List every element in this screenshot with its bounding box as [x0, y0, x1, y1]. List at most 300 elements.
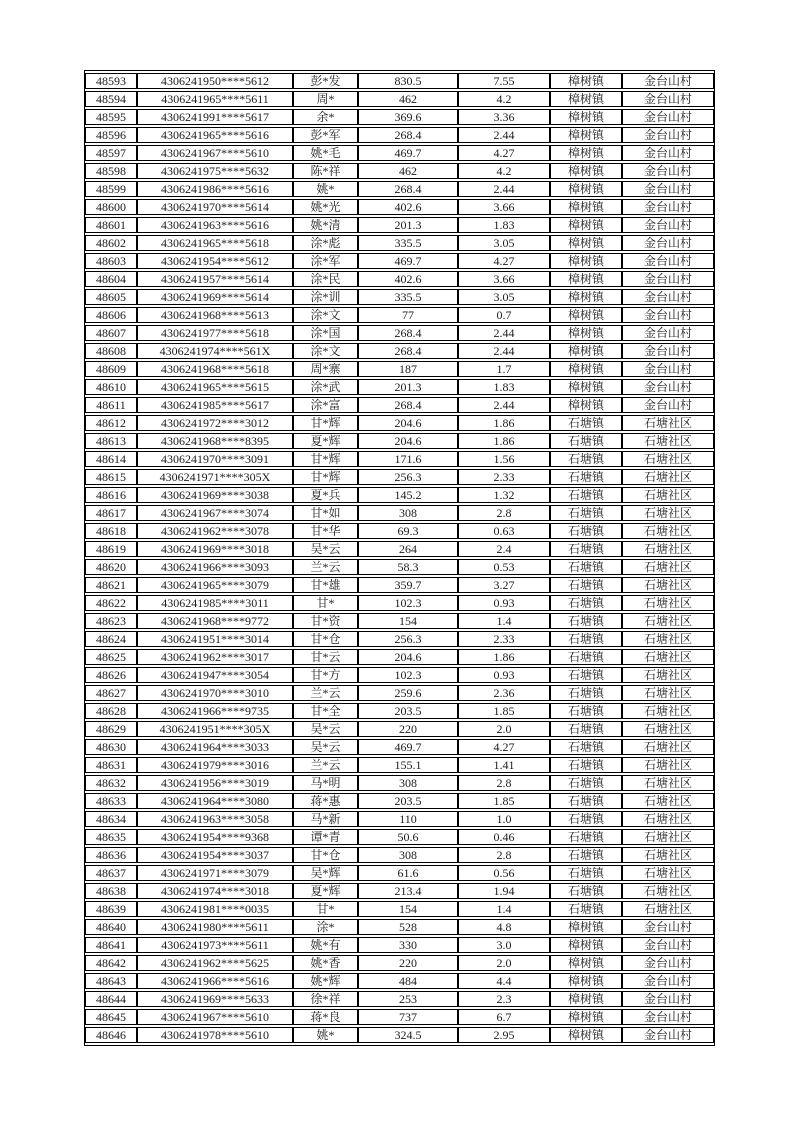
- id-number-cell: 4306241947****3054: [137, 667, 293, 683]
- table-row: [85, 739, 714, 755]
- amount-cell: 268.4: [358, 397, 458, 413]
- table-row: [85, 703, 714, 719]
- area-cell: 2.3: [458, 991, 550, 1007]
- area-cell: 3.66: [458, 199, 550, 215]
- area-cell: 4.27: [458, 739, 550, 755]
- name-cell: 姚*香: [293, 955, 358, 971]
- town-cell: 樟树镇: [550, 919, 622, 935]
- town-cell: 樟树镇: [550, 271, 622, 287]
- village-cell: 石塘社区: [622, 829, 714, 845]
- town-cell: 樟树镇: [550, 91, 622, 107]
- serial-number-cell: 48634: [85, 811, 137, 827]
- serial-number-cell: 48628: [85, 703, 137, 719]
- area-cell: 2.0: [458, 721, 550, 737]
- id-number-cell: 4306241954****9368: [137, 829, 293, 845]
- town-cell: 石塘镇: [550, 649, 622, 665]
- village-cell: 金台山村: [622, 955, 714, 971]
- records-table: [84, 70, 715, 1046]
- id-number-cell: 4306241956****3019: [137, 775, 293, 791]
- area-cell: 2.44: [458, 181, 550, 197]
- area-cell: 0.93: [458, 667, 550, 683]
- id-number-cell: 4306241977****5618: [137, 325, 293, 341]
- name-cell: 蒋*良: [293, 1009, 358, 1025]
- area-cell: 4.2: [458, 163, 550, 179]
- id-number-cell: 4306241968****5613: [137, 307, 293, 323]
- amount-cell: 268.4: [358, 181, 458, 197]
- town-cell: 石塘镇: [550, 667, 622, 683]
- town-cell: 石塘镇: [550, 559, 622, 575]
- amount-cell: 335.5: [358, 235, 458, 251]
- id-number-cell: 4306241980****5611: [137, 919, 293, 935]
- serial-number-cell: 48611: [85, 397, 137, 413]
- table-row: [85, 901, 714, 917]
- table-row: [85, 1027, 714, 1043]
- name-cell: 甘*辉: [293, 415, 358, 431]
- area-cell: 3.05: [458, 289, 550, 305]
- serial-number-cell: 48635: [85, 829, 137, 845]
- amount-cell: 110: [358, 811, 458, 827]
- town-cell: 石塘镇: [550, 469, 622, 485]
- village-cell: 石塘社区: [622, 523, 714, 539]
- table-row: [85, 847, 714, 863]
- village-cell: 石塘社区: [622, 703, 714, 719]
- serial-number-cell: 48608: [85, 343, 137, 359]
- serial-number-cell: 48641: [85, 937, 137, 953]
- table-row: [85, 415, 714, 431]
- id-number-cell: 4306241950****5612: [137, 73, 293, 89]
- serial-number-cell: 48615: [85, 469, 137, 485]
- serial-number-cell: 48631: [85, 757, 137, 773]
- area-cell: 2.44: [458, 127, 550, 143]
- amount-cell: 204.6: [358, 415, 458, 431]
- amount-cell: 187: [358, 361, 458, 377]
- area-cell: 1.83: [458, 379, 550, 395]
- id-number-cell: 4306241986****5616: [137, 181, 293, 197]
- serial-number-cell: 48609: [85, 361, 137, 377]
- id-number-cell: 4306241964****3033: [137, 739, 293, 755]
- table-row: [85, 379, 714, 395]
- name-cell: 夏*辉: [293, 883, 358, 899]
- serial-number-cell: 48594: [85, 91, 137, 107]
- name-cell: 涂*民: [293, 271, 358, 287]
- town-cell: 樟树镇: [550, 379, 622, 395]
- area-cell: 0.46: [458, 829, 550, 845]
- town-cell: 石塘镇: [550, 577, 622, 593]
- amount-cell: 58.3: [358, 559, 458, 575]
- area-cell: 1.94: [458, 883, 550, 899]
- name-cell: 姚*有: [293, 937, 358, 953]
- village-cell: 石塘社区: [622, 433, 714, 449]
- serial-number-cell: 48633: [85, 793, 137, 809]
- name-cell: 陈*祥: [293, 163, 358, 179]
- town-cell: 石塘镇: [550, 703, 622, 719]
- table-row: [85, 181, 714, 197]
- town-cell: 樟树镇: [550, 361, 622, 377]
- area-cell: 2.0: [458, 955, 550, 971]
- amount-cell: 171.6: [358, 451, 458, 467]
- id-number-cell: 4306241962****3078: [137, 523, 293, 539]
- village-cell: 金台山村: [622, 919, 714, 935]
- table-row: [85, 217, 714, 233]
- id-number-cell: 4306241965****5611: [137, 91, 293, 107]
- amount-cell: 50.6: [358, 829, 458, 845]
- table-row: [85, 865, 714, 881]
- town-cell: 樟树镇: [550, 199, 622, 215]
- table-row: [85, 433, 714, 449]
- serial-number-cell: 48620: [85, 559, 137, 575]
- serial-number-cell: 48625: [85, 649, 137, 665]
- table-row: [85, 361, 714, 377]
- village-cell: 金台山村: [622, 361, 714, 377]
- table-row: [85, 919, 714, 935]
- town-cell: 石塘镇: [550, 433, 622, 449]
- area-cell: 2.44: [458, 397, 550, 413]
- table-row: [85, 667, 714, 683]
- village-cell: 石塘社区: [622, 739, 714, 755]
- name-cell: 甘*云: [293, 649, 358, 665]
- name-cell: 兰*云: [293, 559, 358, 575]
- amount-cell: 268.4: [358, 325, 458, 341]
- id-number-cell: 4306241969****5633: [137, 991, 293, 1007]
- serial-number-cell: 48644: [85, 991, 137, 1007]
- serial-number-cell: 48624: [85, 631, 137, 647]
- serial-number-cell: 48626: [85, 667, 137, 683]
- serial-number-cell: 48603: [85, 253, 137, 269]
- id-number-cell: 4306241967****3074: [137, 505, 293, 521]
- serial-number-cell: 48623: [85, 613, 137, 629]
- name-cell: 吴*云: [293, 721, 358, 737]
- village-cell: 石塘社区: [622, 469, 714, 485]
- serial-number-cell: 48632: [85, 775, 137, 791]
- town-cell: 石塘镇: [550, 757, 622, 773]
- town-cell: 樟树镇: [550, 235, 622, 251]
- id-number-cell: 4306241965****3079: [137, 577, 293, 593]
- village-cell: 金台山村: [622, 973, 714, 989]
- id-number-cell: 4306241975****5632: [137, 163, 293, 179]
- amount-cell: 204.6: [358, 433, 458, 449]
- name-cell: 蒋*惠: [293, 793, 358, 809]
- serial-number-cell: 48630: [85, 739, 137, 755]
- town-cell: 樟树镇: [550, 307, 622, 323]
- serial-number-cell: 48617: [85, 505, 137, 521]
- serial-number-cell: 48619: [85, 541, 137, 557]
- serial-number-cell: 48598: [85, 163, 137, 179]
- id-number-cell: 4306241951****305X: [137, 721, 293, 737]
- town-cell: 樟树镇: [550, 109, 622, 125]
- table-row: [85, 307, 714, 323]
- amount-cell: 102.3: [358, 595, 458, 611]
- area-cell: 2.44: [458, 325, 550, 341]
- name-cell: 姚*光: [293, 199, 358, 215]
- amount-cell: 61.6: [358, 865, 458, 881]
- village-cell: 金台山村: [622, 109, 714, 125]
- amount-cell: 369.6: [358, 109, 458, 125]
- area-cell: 1.32: [458, 487, 550, 503]
- serial-number-cell: 48643: [85, 973, 137, 989]
- area-cell: 2.95: [458, 1027, 550, 1043]
- village-cell: 金台山村: [622, 289, 714, 305]
- village-cell: 金台山村: [622, 379, 714, 395]
- village-cell: 石塘社区: [622, 505, 714, 521]
- serial-number-cell: 48601: [85, 217, 137, 233]
- name-cell: 谭*青: [293, 829, 358, 845]
- name-cell: 涂*军: [293, 253, 358, 269]
- serial-number-cell: 48614: [85, 451, 137, 467]
- amount-cell: 69.3: [358, 523, 458, 539]
- amount-cell: 359.7: [358, 577, 458, 593]
- area-cell: 1.86: [458, 433, 550, 449]
- table-row: [85, 469, 714, 485]
- id-number-cell: 4306241985****5617: [137, 397, 293, 413]
- town-cell: 石塘镇: [550, 829, 622, 845]
- village-cell: 石塘社区: [622, 577, 714, 593]
- amount-cell: 102.3: [358, 667, 458, 683]
- table-row: [85, 595, 714, 611]
- name-cell: 周*寨: [293, 361, 358, 377]
- village-cell: 金台山村: [622, 1009, 714, 1025]
- town-cell: 石塘镇: [550, 541, 622, 557]
- village-cell: 石塘社区: [622, 649, 714, 665]
- table-row: [85, 289, 714, 305]
- table-row: [85, 829, 714, 845]
- id-number-cell: 4306241965****5615: [137, 379, 293, 395]
- id-number-cell: 4306241971****3079: [137, 865, 293, 881]
- id-number-cell: 4306241973****5611: [137, 937, 293, 953]
- name-cell: 涂*: [293, 919, 358, 935]
- name-cell: 甘*仓: [293, 631, 358, 647]
- table-row: [85, 109, 714, 125]
- amount-cell: 462: [358, 163, 458, 179]
- id-number-cell: 4306241968****9772: [137, 613, 293, 629]
- name-cell: 姚*清: [293, 217, 358, 233]
- town-cell: 石塘镇: [550, 811, 622, 827]
- table-row: [85, 541, 714, 557]
- serial-number-cell: 48605: [85, 289, 137, 305]
- town-cell: 石塘镇: [550, 721, 622, 737]
- table-row: [85, 559, 714, 575]
- village-cell: 石塘社区: [622, 775, 714, 791]
- village-cell: 金台山村: [622, 145, 714, 161]
- serial-number-cell: 48604: [85, 271, 137, 287]
- amount-cell: 154: [358, 901, 458, 917]
- table-row: [85, 1009, 714, 1025]
- village-cell: 金台山村: [622, 937, 714, 953]
- name-cell: 甘*如: [293, 505, 358, 521]
- village-cell: 石塘社区: [622, 415, 714, 431]
- amount-cell: 256.3: [358, 631, 458, 647]
- area-cell: 0.63: [458, 523, 550, 539]
- town-cell: 樟树镇: [550, 991, 622, 1007]
- amount-cell: 335.5: [358, 289, 458, 305]
- amount-cell: 268.4: [358, 127, 458, 143]
- area-cell: 4.8: [458, 919, 550, 935]
- amount-cell: 256.3: [358, 469, 458, 485]
- village-cell: 石塘社区: [622, 541, 714, 557]
- amount-cell: 220: [358, 721, 458, 737]
- id-number-cell: 4306241968****5618: [137, 361, 293, 377]
- village-cell: 石塘社区: [622, 901, 714, 917]
- name-cell: 徐*祥: [293, 991, 358, 1007]
- id-number-cell: 4306241972****3012: [137, 415, 293, 431]
- village-cell: 金台山村: [622, 1027, 714, 1043]
- serial-number-cell: 48607: [85, 325, 137, 341]
- area-cell: 4.27: [458, 145, 550, 161]
- name-cell: 彭*发: [293, 73, 358, 89]
- id-number-cell: 4306241964****3080: [137, 793, 293, 809]
- table-row: [85, 955, 714, 971]
- village-cell: 金台山村: [622, 181, 714, 197]
- name-cell: 吴*辉: [293, 865, 358, 881]
- village-cell: 金台山村: [622, 163, 714, 179]
- town-cell: 石塘镇: [550, 739, 622, 755]
- serial-number-cell: 48616: [85, 487, 137, 503]
- town-cell: 樟树镇: [550, 1009, 622, 1025]
- town-cell: 樟树镇: [550, 217, 622, 233]
- name-cell: 甘*华: [293, 523, 358, 539]
- amount-cell: 253: [358, 991, 458, 1007]
- amount-cell: 204.6: [358, 649, 458, 665]
- table-row: [85, 343, 714, 359]
- table-row: [85, 685, 714, 701]
- amount-cell: 402.6: [358, 199, 458, 215]
- name-cell: 夏*辉: [293, 433, 358, 449]
- town-cell: 石塘镇: [550, 523, 622, 539]
- id-number-cell: 4306241962****5625: [137, 955, 293, 971]
- town-cell: 樟树镇: [550, 73, 622, 89]
- serial-number-cell: 48638: [85, 883, 137, 899]
- table-row: [85, 775, 714, 791]
- id-number-cell: 4306241974****561X: [137, 343, 293, 359]
- area-cell: 3.05: [458, 235, 550, 251]
- town-cell: 石塘镇: [550, 487, 622, 503]
- area-cell: 2.4: [458, 541, 550, 557]
- amount-cell: 155.1: [358, 757, 458, 773]
- name-cell: 涂*训: [293, 289, 358, 305]
- town-cell: 樟树镇: [550, 1027, 622, 1043]
- village-cell: 石塘社区: [622, 613, 714, 629]
- id-number-cell: 4306241967****5610: [137, 1009, 293, 1025]
- town-cell: 石塘镇: [550, 793, 622, 809]
- table-row: [85, 721, 714, 737]
- area-cell: 1.41: [458, 757, 550, 773]
- area-cell: 4.27: [458, 253, 550, 269]
- amount-cell: 528: [358, 919, 458, 935]
- serial-number-cell: 48596: [85, 127, 137, 143]
- id-number-cell: 4306241963****5616: [137, 217, 293, 233]
- village-cell: 金台山村: [622, 127, 714, 143]
- town-cell: 樟树镇: [550, 343, 622, 359]
- serial-number-cell: 48610: [85, 379, 137, 395]
- id-number-cell: 4306241991****5617: [137, 109, 293, 125]
- table-row: [85, 235, 714, 251]
- town-cell: 石塘镇: [550, 613, 622, 629]
- serial-number-cell: 48595: [85, 109, 137, 125]
- village-cell: 金台山村: [622, 307, 714, 323]
- town-cell: 石塘镇: [550, 451, 622, 467]
- name-cell: 兰*云: [293, 757, 358, 773]
- id-number-cell: 4306241974****3018: [137, 883, 293, 899]
- town-cell: 石塘镇: [550, 865, 622, 881]
- name-cell: 甘*: [293, 595, 358, 611]
- id-number-cell: 4306241969****5614: [137, 289, 293, 305]
- area-cell: 1.0: [458, 811, 550, 827]
- id-number-cell: 4306241981****0035: [137, 901, 293, 917]
- id-number-cell: 4306241970****3010: [137, 685, 293, 701]
- town-cell: 樟树镇: [550, 397, 622, 413]
- town-cell: 石塘镇: [550, 901, 622, 917]
- amount-cell: 469.7: [358, 145, 458, 161]
- name-cell: 甘*雄: [293, 577, 358, 593]
- name-cell: 马*明: [293, 775, 358, 791]
- amount-cell: 145.2: [358, 487, 458, 503]
- village-cell: 金台山村: [622, 91, 714, 107]
- table-row: [85, 199, 714, 215]
- name-cell: 甘*方: [293, 667, 358, 683]
- village-cell: 石塘社区: [622, 883, 714, 899]
- id-number-cell: 4306241985****3011: [137, 595, 293, 611]
- id-number-cell: 4306241966****9735: [137, 703, 293, 719]
- area-cell: 3.0: [458, 937, 550, 953]
- town-cell: 樟树镇: [550, 955, 622, 971]
- area-cell: 2.33: [458, 469, 550, 485]
- town-cell: 石塘镇: [550, 631, 622, 647]
- table-row: [85, 973, 714, 989]
- area-cell: 4.2: [458, 91, 550, 107]
- table-row: [85, 523, 714, 539]
- id-number-cell: 4306241968****8395: [137, 433, 293, 449]
- village-cell: 金台山村: [622, 73, 714, 89]
- area-cell: 2.33: [458, 631, 550, 647]
- table-row: [85, 811, 714, 827]
- id-number-cell: 4306241969****3018: [137, 541, 293, 557]
- table-row: [85, 253, 714, 269]
- id-number-cell: 4306241963****3058: [137, 811, 293, 827]
- serial-number-cell: 48612: [85, 415, 137, 431]
- id-number-cell: 4306241965****5618: [137, 235, 293, 251]
- area-cell: 1.83: [458, 217, 550, 233]
- serial-number-cell: 48645: [85, 1009, 137, 1025]
- town-cell: 石塘镇: [550, 415, 622, 431]
- name-cell: 涂*文: [293, 343, 358, 359]
- town-cell: 樟树镇: [550, 127, 622, 143]
- name-cell: 涂*武: [293, 379, 358, 395]
- area-cell: 1.85: [458, 793, 550, 809]
- area-cell: 0.7: [458, 307, 550, 323]
- town-cell: 樟树镇: [550, 253, 622, 269]
- table-row: [85, 613, 714, 629]
- village-cell: 金台山村: [622, 397, 714, 413]
- area-cell: 1.86: [458, 649, 550, 665]
- serial-number-cell: 48637: [85, 865, 137, 881]
- serial-number-cell: 48627: [85, 685, 137, 701]
- amount-cell: 203.5: [358, 703, 458, 719]
- table-row: [85, 163, 714, 179]
- serial-number-cell: 48613: [85, 433, 137, 449]
- table-row: [85, 991, 714, 1007]
- name-cell: 姚*毛: [293, 145, 358, 161]
- amount-cell: 213.4: [358, 883, 458, 899]
- serial-number-cell: 48642: [85, 955, 137, 971]
- name-cell: 甘*资: [293, 613, 358, 629]
- area-cell: 1.7: [458, 361, 550, 377]
- area-cell: 2.36: [458, 685, 550, 701]
- village-cell: 石塘社区: [622, 685, 714, 701]
- table-row: [85, 649, 714, 665]
- id-number-cell: 4306241951****3014: [137, 631, 293, 647]
- serial-number-cell: 48640: [85, 919, 137, 935]
- area-cell: 2.8: [458, 775, 550, 791]
- amount-cell: 201.3: [358, 379, 458, 395]
